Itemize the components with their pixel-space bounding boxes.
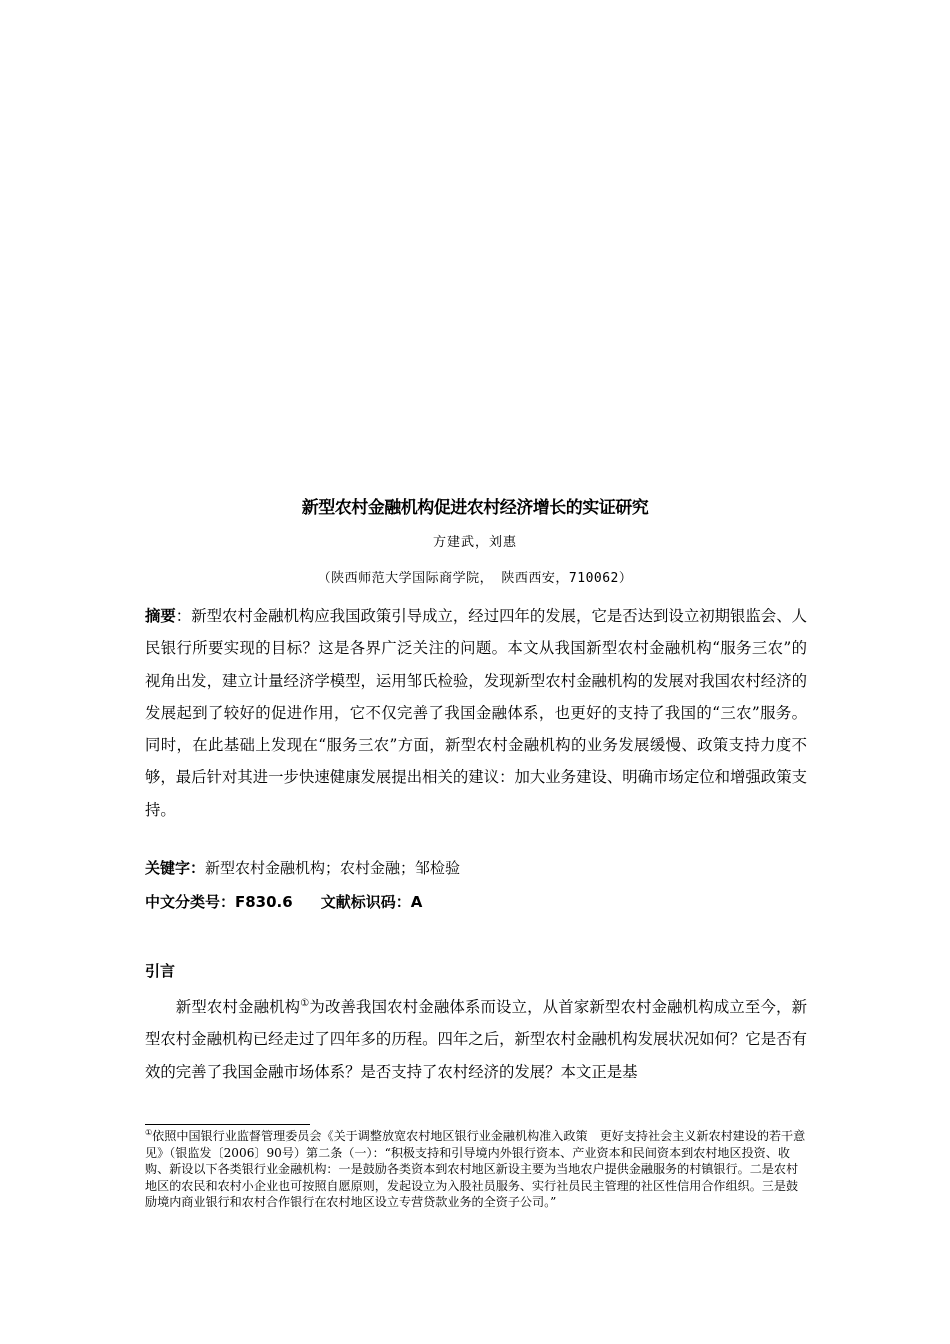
footnote-mark: ①	[145, 1127, 153, 1137]
abstract-text: 新型农村金融机构应我国政策引导成立，经过四年的发展，它是否达到设立初期银监会、人民银行所要实现的目标？这是各界广泛关注的问题。本文从我国新型农村金融机构“服务三农”的视角出发，建立计量经济学模型，运用邹氏检验，发现新型农村金融机构的发展对我国农村经济的发展起到了较好的促进作用，它不仅完善了我国金融体系，也更好的支持了我国的“三农”服务。同时，在此基础上发现在“服务三农”方面，新型农村金融机构的业务发展缓慢、政策支持力度不够，最后针对其进一步快速健康发展提出相关的建议：加大业务建设、明确市场定位和增强政策支持。	[145, 607, 807, 819]
footnote-divider	[145, 1124, 310, 1125]
paper-title: 新型农村金融机构促进农村经济增长的实证研究	[301, 498, 649, 518]
intro-text-rest: 为改善我国农村金融体系而设立，从首家新型农村金融机构成立至今，新型农村金融机构已经走过了四年多的历程。四年之后，新型农村金融机构发展状况如何？它是否有效的完善了我国金融市场体系？是否支持了农村经济的发展？本文正是基	[145, 998, 807, 1081]
abstract-paragraph	[145, 600, 807, 826]
footnote-reference[interactable]: ①	[300, 997, 310, 1009]
keywords-line	[145, 857, 807, 878]
document-code: 文献标识码：A	[320, 893, 423, 911]
keywords-text: 新型农村金融机构；农村金融；邹检验	[205, 859, 461, 877]
paper-authors: 方建武，刘惠	[432, 535, 517, 550]
abstract-separator: ：	[175, 607, 192, 625]
footnote	[145, 1128, 807, 1211]
intro-text-start: 新型农村金融机构	[175, 998, 301, 1016]
paper-affiliation: （陕西师范大学国际商学院， 陕西西安，710062）	[317, 571, 633, 586]
classification-line	[145, 891, 807, 912]
clc-code: 中文分类号：F830.6	[145, 893, 293, 911]
section-heading-intro: 引言	[145, 962, 176, 980]
intro-paragraph	[145, 991, 807, 1088]
footnote-text: 依照中国银行业监督管理委员会《关于调整放宽农村地区银行业金融机构准入政策 更好支持社会主义新农村建设的若干意见》（银监发〔2006〕90号）第二条（一）：“积极支持和引导境内外银行资本、产业资本和民间资本到农村地区投资、收购、新设以下各类银行业金融机构：一是鼓励各类资本到农村地区新设主要为当地农户提供金融服务的村镇银行。二是农村地区的农民和农村小企业也可按照自愿原则，发起设立为入股社员服务、实行社员民主管理的社区性信用合作组织。三是鼓励境内商业银行和农村合作银行在农村地区设立专营贷款业务的全资子公司。”	[145, 1129, 806, 1210]
keywords-label: 关键字：	[145, 859, 206, 877]
abstract-label: 摘要	[145, 607, 176, 625]
